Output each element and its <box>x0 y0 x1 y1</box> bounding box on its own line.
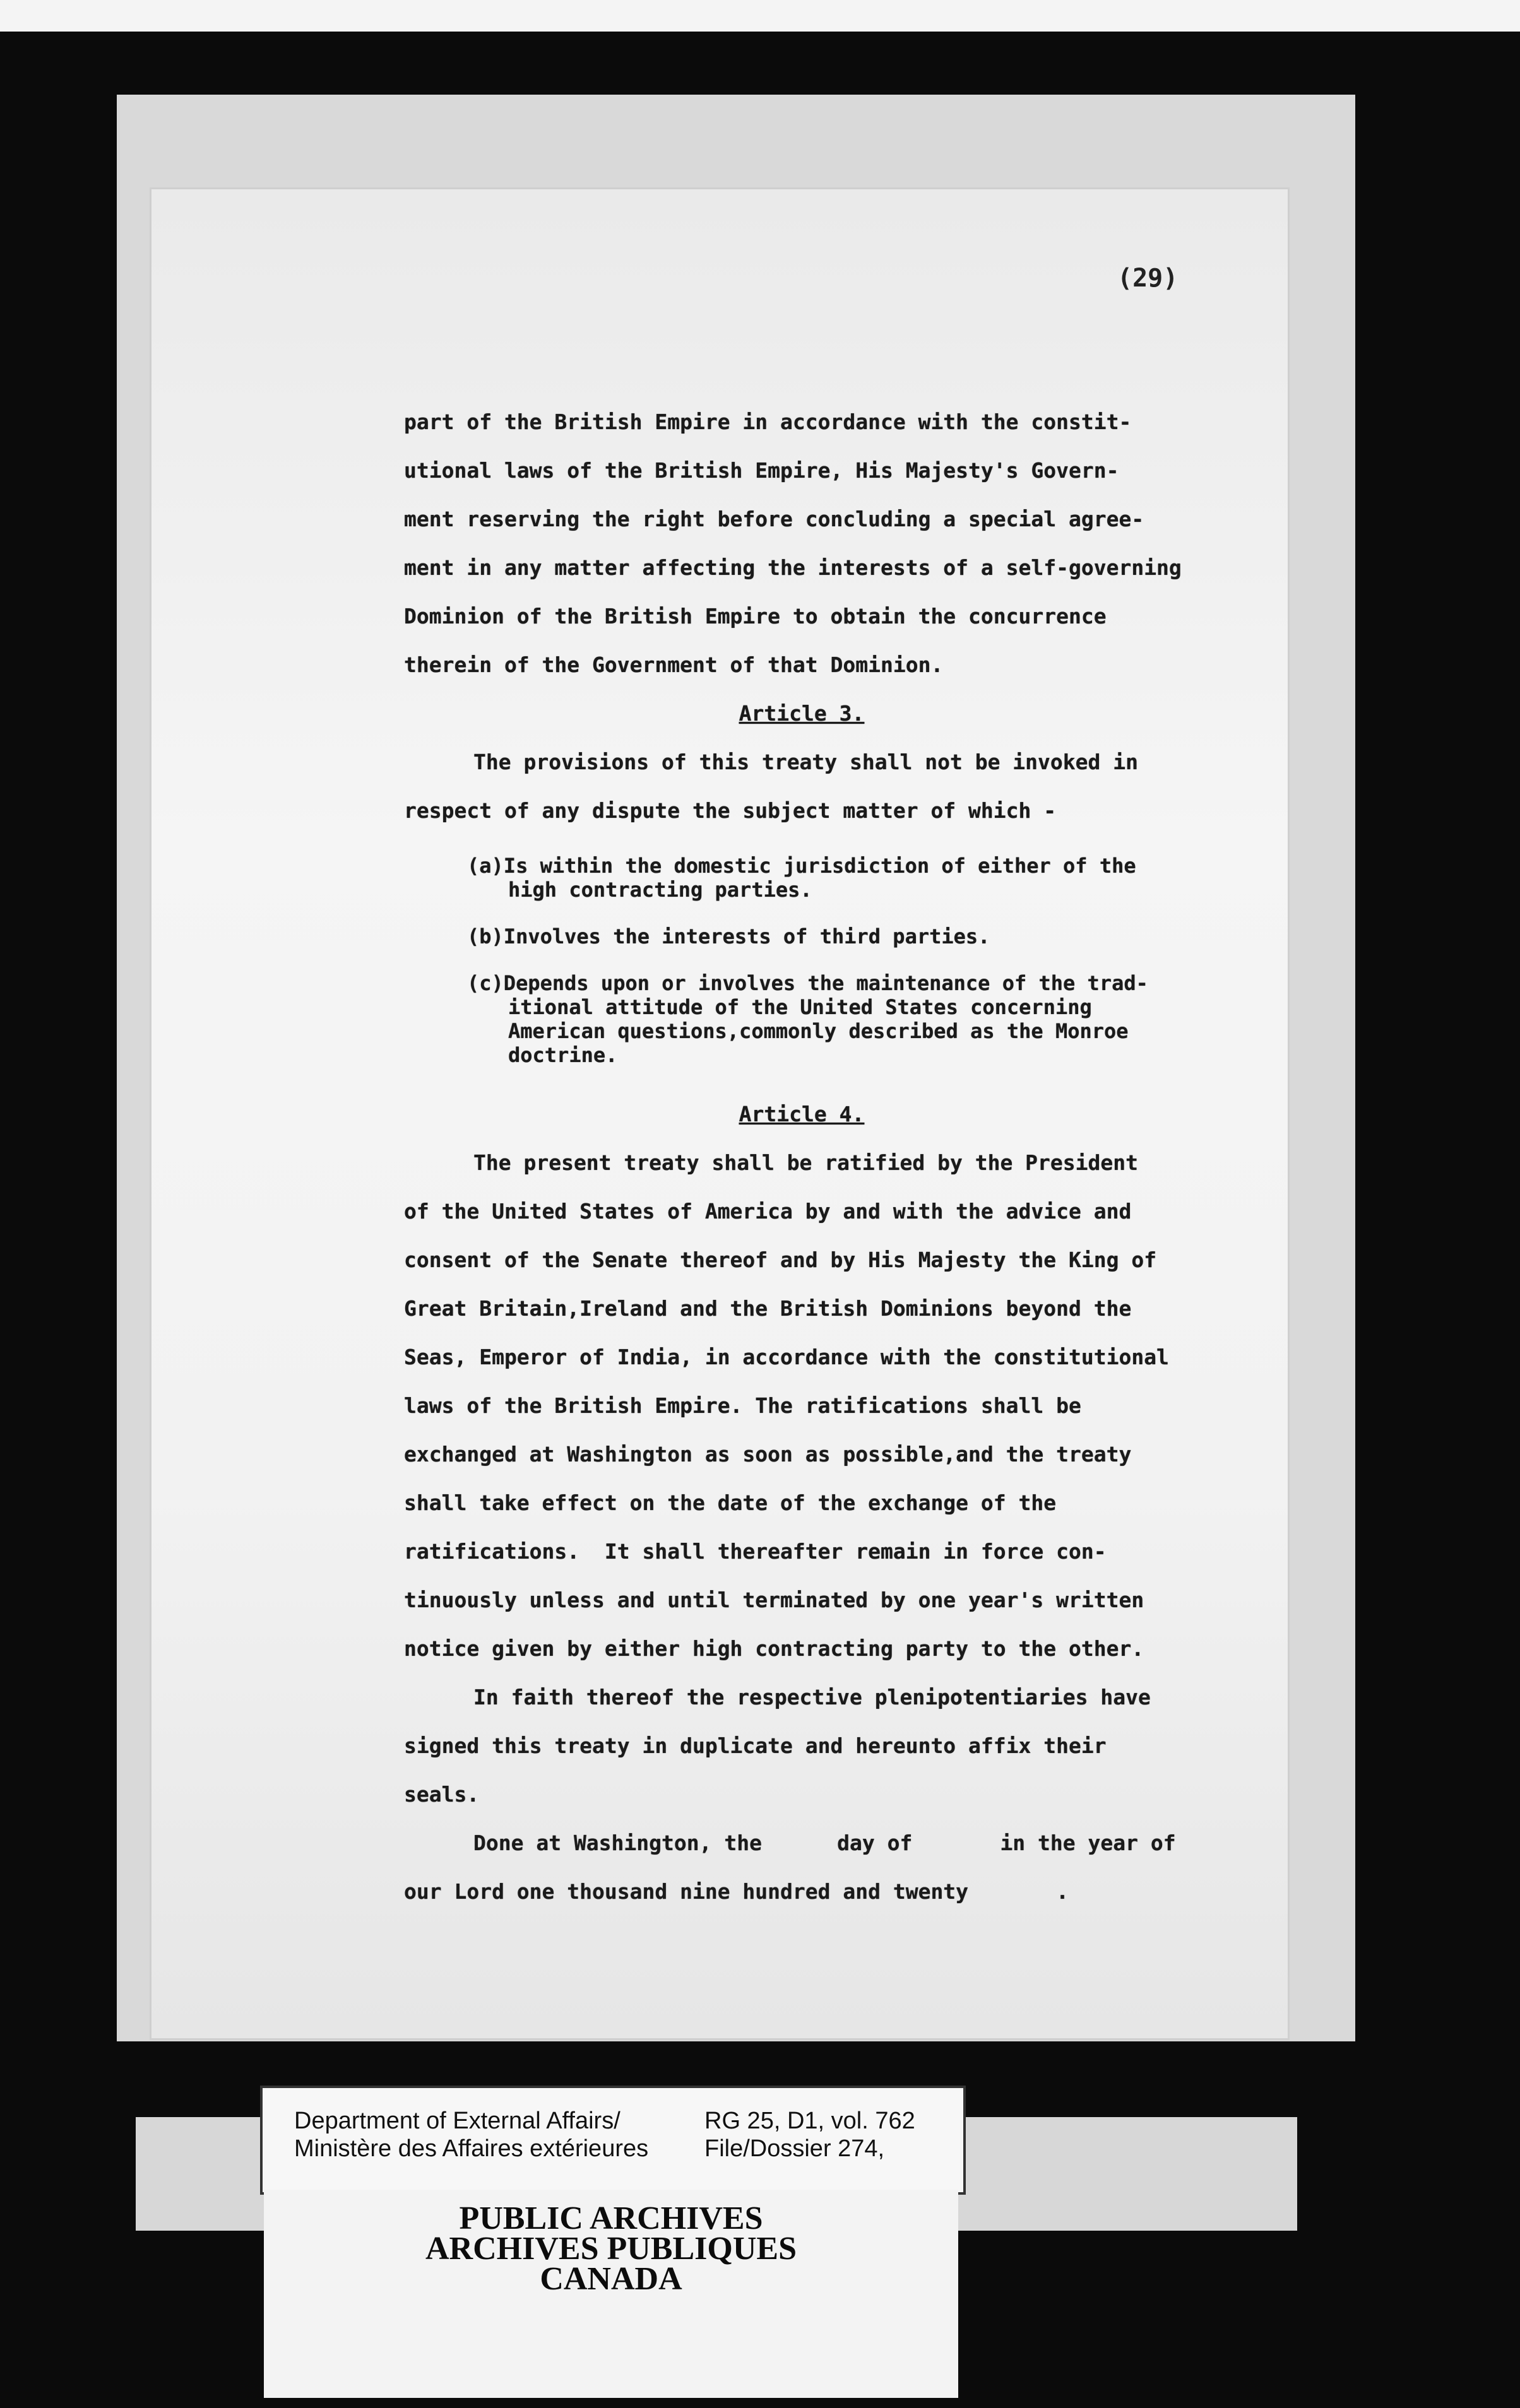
article-3-heading-text: Article 3. <box>739 701 865 726</box>
text-line: utional laws of the British Empire, His Majesty's Govern- <box>404 458 1119 483</box>
list-item-a <box>404 854 1300 902</box>
text-line: Done at Washington, the day of in the year of <box>473 1831 1176 1855</box>
file-number: File/Dossier 274, <box>704 2135 885 2162</box>
text-line: Dominion of the British Empire to obtain the concurrence <box>404 604 1107 629</box>
text-line: exchanged at Washington as soon as possible,and the treaty <box>404 1442 1132 1467</box>
list-item-line: American questions,commonly described as the Monroe <box>508 1019 1129 1043</box>
page-number: (29) <box>1117 264 1179 293</box>
text-line: ratifications. It shall thereafter remain in force con- <box>404 1539 1107 1564</box>
text-line: Seas, Emperor of India, in accordance with the constitutional <box>404 1345 1169 1369</box>
department-name <box>294 2107 648 2163</box>
stamp-line: ARCHIVES PUBLIQUES <box>425 2231 797 2267</box>
text-line: In faith thereof the respective plenipotentiaries have <box>473 1685 1151 1709</box>
department-en: Department of External Affairs/ <box>294 2108 620 2134</box>
stamp-line: PUBLIC ARCHIVES <box>459 2200 763 2236</box>
list-item-line: (a)Is within the domestic jurisdiction of either of the <box>467 854 1136 878</box>
list-item-line: high contracting parties. <box>508 878 812 902</box>
archive-stamp <box>264 2200 958 2297</box>
text-line: therein of the Government of that Dominion. <box>404 652 944 677</box>
text-line: ment in any matter affecting the interests of a self-governing <box>404 555 1182 580</box>
text-line: tinuously unless and until terminated by one year's written <box>404 1588 1144 1612</box>
text-line: notice given by either high contracting party to the other. <box>404 1636 1144 1661</box>
text-line: laws of the British Empire. The ratifications shall be <box>404 1393 1081 1418</box>
archive-reference-label <box>260 2086 966 2195</box>
text-line: respect of any dispute the subject matter of which - <box>404 798 1057 823</box>
text-line: The present treaty shall be ratified by the President <box>473 1150 1138 1175</box>
text-line: shall take effect on the date of the exchange of the <box>404 1490 1057 1515</box>
text-line: signed this treaty in duplicate and hereunto affix their <box>404 1733 1107 1758</box>
article-4-heading-text: Article 4. <box>739 1102 865 1126</box>
text-line: part of the British Empire in accordance with the constit- <box>404 410 1132 434</box>
article-3-heading <box>404 689 1199 738</box>
text-line: The provisions of this treaty shall not be invoked in <box>473 750 1138 774</box>
text-line: seals. <box>404 1782 480 1807</box>
scan-top-strip <box>0 0 1520 32</box>
paragraph-continuation <box>404 398 1300 689</box>
text-line: our Lord one thousand nine hundred and twenty . <box>404 1879 1069 1904</box>
department-fr: Ministère des Affaires extérieures <box>294 2135 649 2162</box>
list-item-c <box>404 971 1300 1067</box>
list-item-line: (c)Depends upon or involves the maintenance of the trad- <box>467 971 1148 995</box>
list-item-line: (b)Involves the interests of third parties. <box>467 924 990 948</box>
list-item-b <box>404 924 1300 948</box>
text-line: of the United States of America by and with the advice and <box>404 1199 1132 1224</box>
article-4-heading <box>404 1090 1199 1138</box>
text-line: Great Britain,Ireland and the British Dominions beyond the <box>404 1296 1132 1321</box>
treaty-text <box>404 398 1300 1916</box>
list-item-line: doctrine. <box>508 1043 618 1067</box>
record-group: RG 25, D1, vol. 762 <box>704 2108 915 2134</box>
text-line: ment reserving the right before concluding a special agree- <box>404 507 1144 531</box>
text-line: consent of the Senate thereof and by His Majesty the King of <box>404 1248 1157 1272</box>
stamp-line: CANADA <box>540 2261 682 2297</box>
archive-reference <box>704 2107 915 2163</box>
list-item-line: itional attitude of the United States concerning <box>508 995 1092 1019</box>
